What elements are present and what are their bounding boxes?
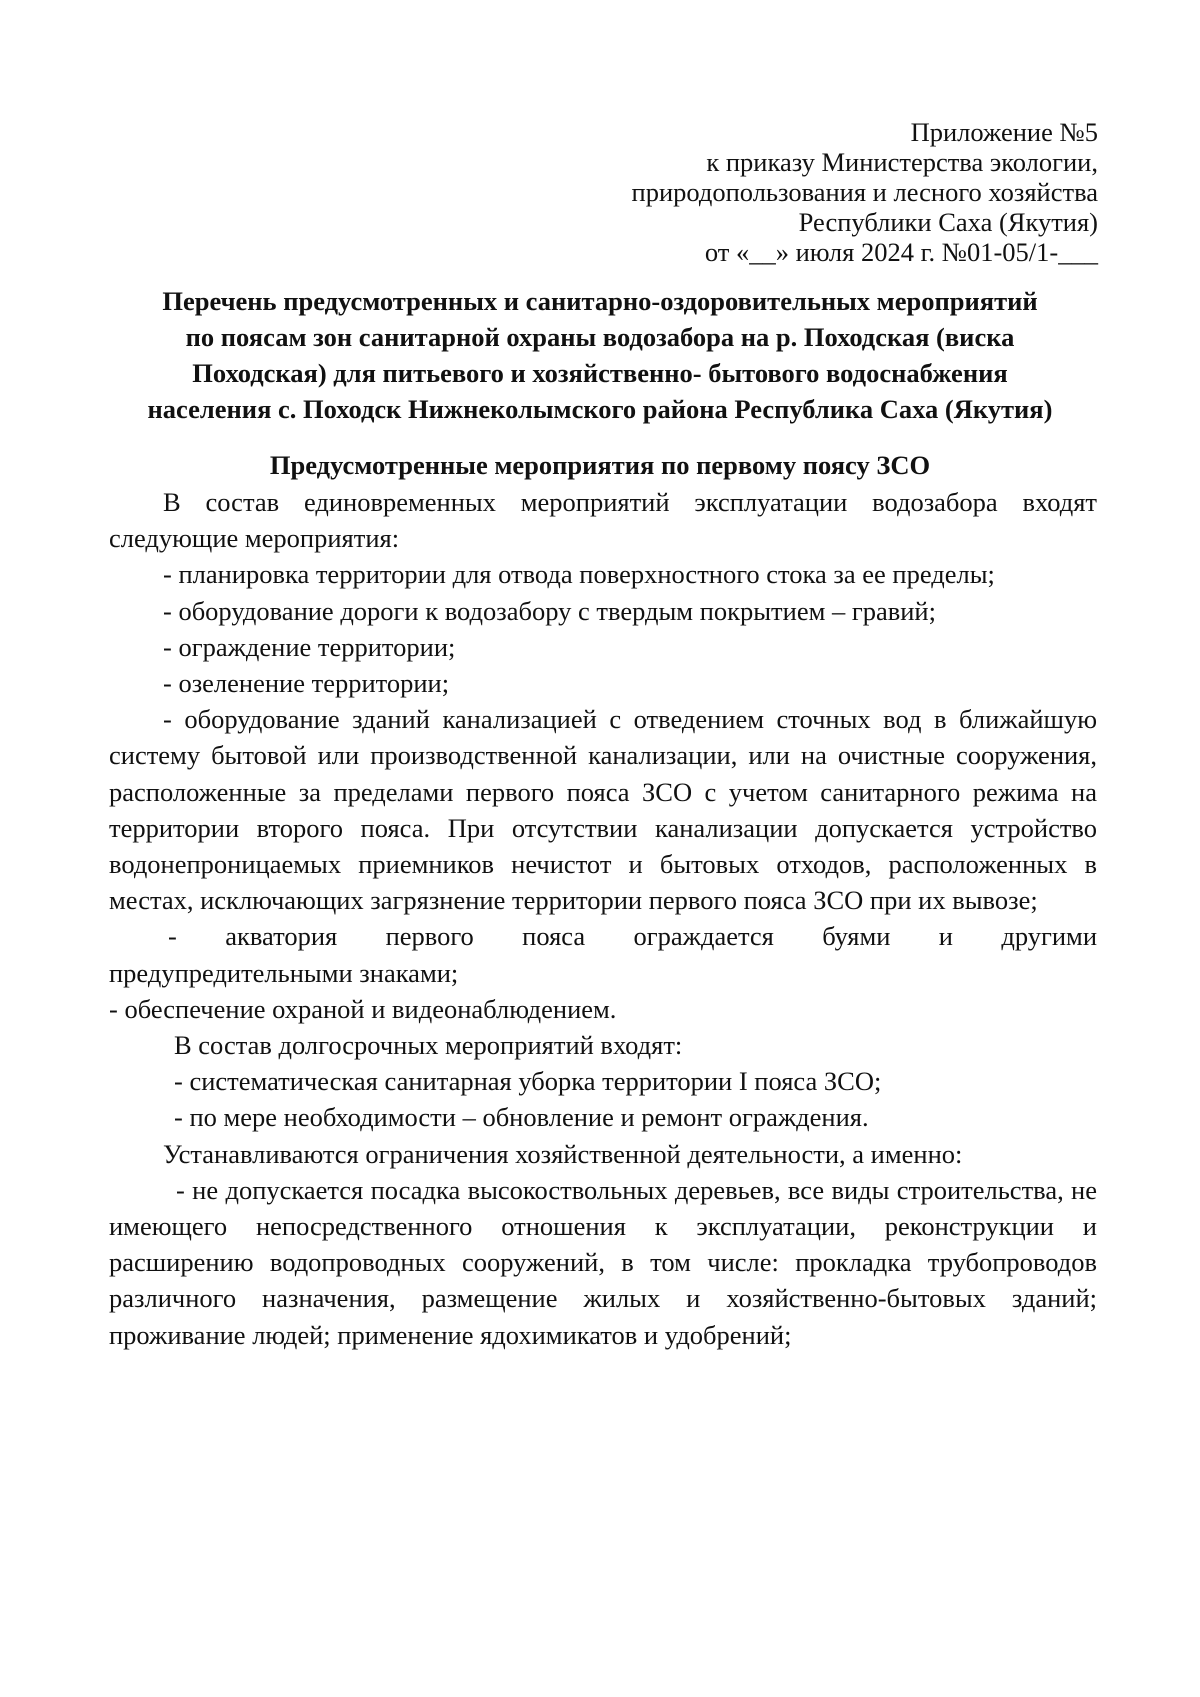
section-heading: Предусмотренные мероприятия по первому поясу ЗСО xyxy=(269,450,931,480)
restrictions-intro: Устанавливаются ограничения хозяйственной деятельности, а именно: xyxy=(163,1138,963,1169)
title-line: Походская) для питьевого и хозяйственно- бытового водоснабжения xyxy=(192,358,1008,388)
list-item: - оборудование дороги к водозабору с твердым покрытием – гравий; xyxy=(163,595,936,626)
list-item: - не допускается посадка высокоствольных деревьев, все виды строительства, не имеющего непосредственного отношения к эксплуатации, реконструкции и расширению водопроводных сооружений, в том числе: прокладка трубопроводов различного назначения, размещение жилых и хозяйственно-бытовых зданий; проживание людей; применение ядохимикатов и удобрений; xyxy=(109,1174,1097,1350)
longterm-intro: В состав долгосрочных мероприятий входят: xyxy=(174,1030,683,1061)
list-item: - систематическая санитарная уборка территории I пояса ЗСО; xyxy=(174,1066,882,1097)
annex-date-line: от «__» июля 2024 г. №01-05/1-___ xyxy=(704,237,1098,267)
annex-ministry-line: природопользования и лесного хозяйства xyxy=(631,177,1098,207)
document-body xyxy=(109,484,1097,1353)
annex-order-line: к приказу Министерства экологии, xyxy=(706,147,1098,177)
intro-paragraph: В состав единовременных мероприятий эксплуатации водозабора входят следующие мероприятия: xyxy=(109,487,1097,554)
list-item: - озеленение территории; xyxy=(163,668,450,699)
title-line: Перечень предусмотренных и санитарно-оздоровительных мероприятий xyxy=(162,286,1038,316)
list-item: - планировка территории для отвода поверхностного стока за ее пределы; xyxy=(163,559,995,590)
list-item-continuation: предупредительными знаками; xyxy=(109,957,459,988)
title-line: по поясам зон санитарной охраны водозабора на р. Походская (виска xyxy=(185,322,1015,352)
list-item: - по мере необходимости – обновление и ремонт ограждения. xyxy=(174,1102,869,1133)
list-item: - акватория первого пояса ограждается буями и другими xyxy=(168,921,1097,952)
annex-header xyxy=(632,117,1098,267)
annex-republic-line: Республики Саха (Якутия) xyxy=(798,207,1098,237)
list-item: - ограждение территории; xyxy=(163,631,456,662)
title-line: населения с. Походск Нижнеколымского района Республика Саха (Якутия) xyxy=(147,394,1053,424)
document-title xyxy=(104,283,1096,427)
list-item: - оборудование зданий канализацией с отведением сточных вод в ближайшую систему бытовой или производственной канализации, или на очистные сооружения, расположенные за пределами первого пояса ЗСО с учетом санитарного режима на территории второго пояса. При отсутствии канализации допускается устройство водонепроницаемых приемников нечистот и бытовых отходов, расположенных в местах, исключающих загрязнение территории первого пояса ЗСО при их вывозе; xyxy=(109,704,1097,916)
list-item: - обеспечение охраной и видеонаблюдением. xyxy=(109,993,617,1024)
annex-number: Приложение №5 xyxy=(910,117,1098,147)
